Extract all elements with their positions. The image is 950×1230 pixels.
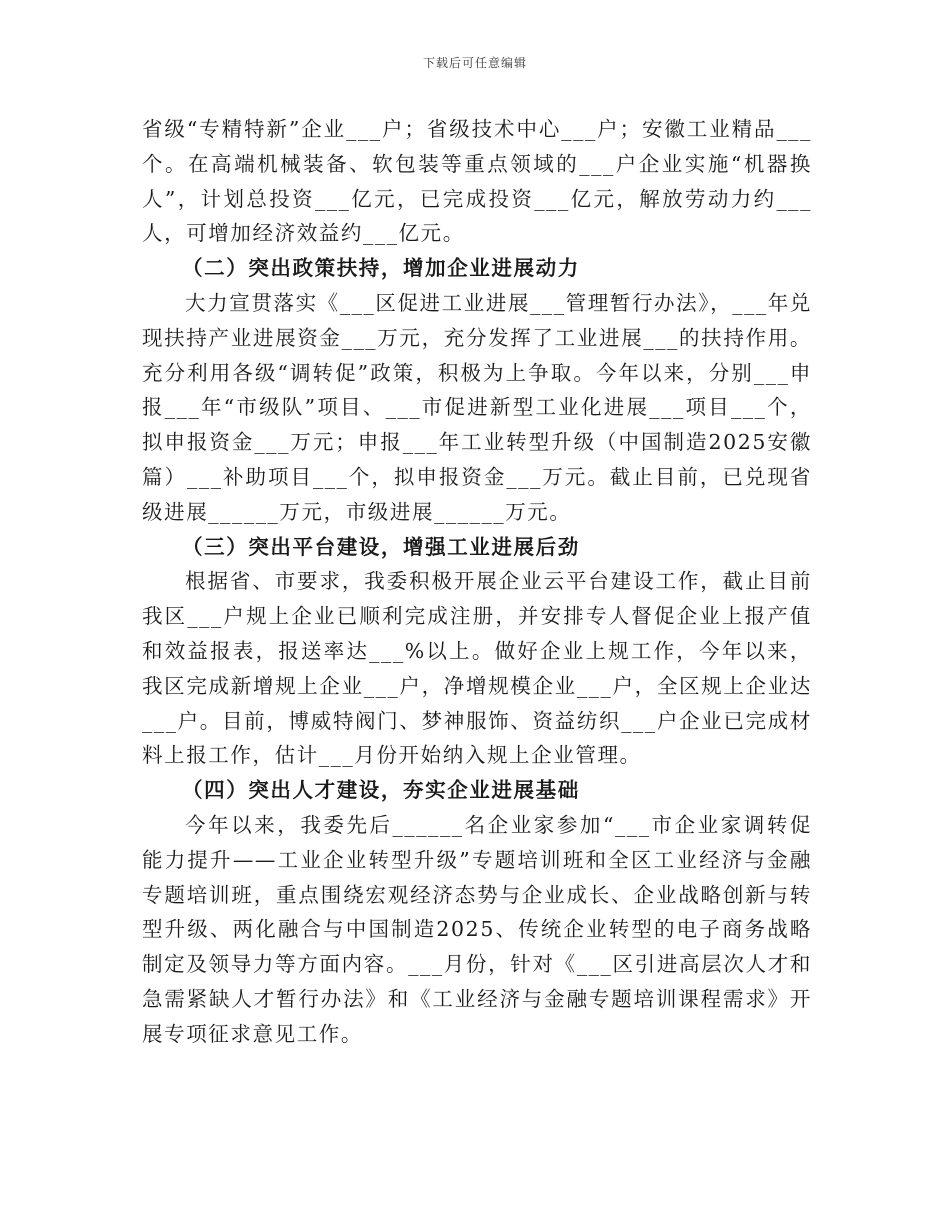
paragraph-platform-building: 根据省、市要求，我委积极开展企业云平台建设工作，截止目前我区___户规上企业已顺利完成注册，并安排专人督促企业上报产值和效益报表，报送率达___%以上。做好企业上规工作，今年以来，我区完成新增规上企业___户，净增规模企业___户，全区规上企业达___户。目前，博威特阀门、梦神服饰、资益纺织___户企业已完成材料上报工作，估计___月份开始纳入规上企业管理。 xyxy=(142,569,812,768)
page-header: 下载后可任意编辑 xyxy=(422,56,527,70)
section-heading-platform-building: （三）突出平台建设，增强工业进展后劲 xyxy=(182,534,580,559)
paragraph-intro-continued: 省级“专精特新”企业___户；省级技术中心___户；安徽工业精品___个。在高端机械装备、软包装等重点领域的___户企业实施“机器换人”，计划总投资___亿元，已完成投资___亿元，解放劳动力约___人，可增加经济效益约___亿元。 xyxy=(142,117,812,246)
paragraph-talent-building: 今年以来，我委先后______名企业家参加“___市企业家调转促能力提升——工业企业转型升级”专题培训班和全区工业经济与金融专题培训班，重点围绕宏观经济态势与企业成长、企业战略创新与转型升级、两化融合与中国制造2025、传统企业转型的电子商务战略制定及领导力等方面内容。___月份，针对《___区引进高层次人才和急需紧缺人才暂行办法》和《工业经济与金融专题培训课程需求》开展专项征求意见工作。 xyxy=(142,812,812,1046)
section-heading-talent-building: （四）突出人才建设，夯实企业进展基础 xyxy=(182,778,580,803)
paragraph-policy-support: 大力宣贯落实《___区促进工业进展___管理暂行办法》，___年兑现扶持产业进展资金___万元，充分发挥了工业进展___的扶持作用。充分利用各级“调转促”政策，积极为上争取。今年以来，分别___申报___年“市级队”项目、___市促进新型工业化进展___项目___个，拟申报资金___万元；申报___年工业转型升级（中国制造2025安徽篇）___补助项目___个，拟申报资金___万元。截止目前，已兑现省级进展______万元，市级进展______万元。 xyxy=(142,290,812,524)
section-heading-policy-support: （二）突出政策扶持，增加企业进展动力 xyxy=(182,256,580,281)
document-body xyxy=(142,112,812,1052)
